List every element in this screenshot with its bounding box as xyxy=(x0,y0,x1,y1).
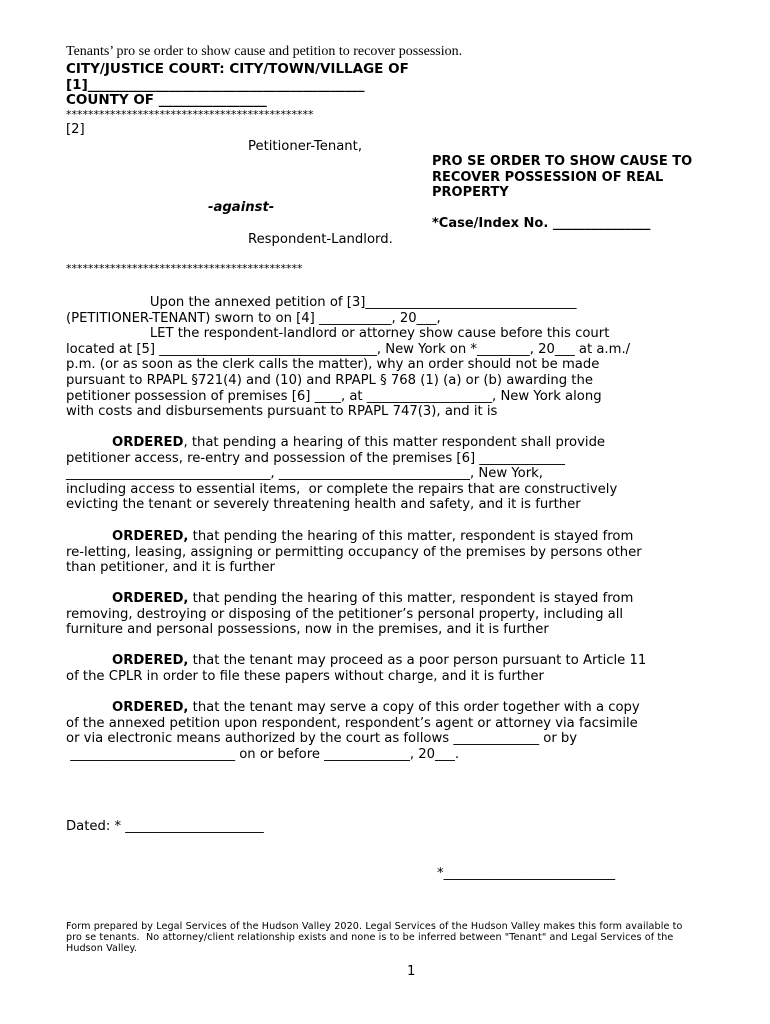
intro-line: Upon the annexed petition of [3]________________________________ xyxy=(66,295,577,310)
ordered-keyword: ORDERED, xyxy=(112,529,189,544)
dated-field: Dated: * _____________________ xyxy=(66,819,264,834)
ordered-keyword: ORDERED, xyxy=(112,700,189,715)
order-line: evicting the tenant or severely threatening health and safety, and it is further xyxy=(66,497,581,513)
order-line: including access to essential items, or complete the repairs that are constructively xyxy=(66,481,618,497)
page-number: 1 xyxy=(407,964,416,979)
order-paragraph xyxy=(66,591,706,638)
case-index-field: *Case/Index No. _______________ xyxy=(432,216,651,231)
respondent-label: Respondent-Landlord. xyxy=(248,232,393,247)
order-line: _________________________ on or before _____________, 20___. xyxy=(66,746,460,762)
order-line: or via electronic means authorized by the court as follows _____________ or by xyxy=(66,731,578,747)
intro-line: LET the respondent-landlord or attorney show cause before this court xyxy=(66,326,610,342)
petitioner-label: Petitioner-Tenant, xyxy=(248,139,363,154)
order-line: of the CPLR in order to file these papers without charge, and it is further xyxy=(66,668,544,684)
order-line: than petitioner, and it is further xyxy=(66,560,275,576)
stars-divider-bottom: ******************************************* xyxy=(66,262,303,275)
order-paragraph xyxy=(66,653,706,684)
court-line: CITY/JUSTICE COURT: CITY/TOWN/VILLAGE OF xyxy=(66,61,409,77)
intro-line: with costs and disbursements pursuant to RPAPL 747(3), and it is xyxy=(66,404,498,420)
ref-2: [2] xyxy=(66,122,85,137)
signature-line: *__________________________ xyxy=(437,866,616,881)
form-title: Tenants’ pro se order to show cause and petition to recover possession. xyxy=(66,44,463,59)
document-title-line: PRO SE ORDER TO SHOW CAUSE TO xyxy=(432,154,693,169)
intro-line: pursuant to RPAPL §721(4) and (10) and RPAPL § 768 (1) (a) or (b) awarding the xyxy=(66,372,593,388)
footer-disclaimer-line: Hudson Valley. xyxy=(66,943,138,954)
order-line: removing, destroying or disposing of the petitioner’s personal property, including all xyxy=(66,606,624,622)
order-paragraph xyxy=(66,700,706,762)
order-text: that the tenant may serve a copy of this order together with a copy xyxy=(188,700,640,715)
order-text: that the tenant may proceed as a poor person pursuant to Article 11 xyxy=(188,653,647,668)
document-title-line: RECOVER POSSESSION OF REAL xyxy=(432,170,664,185)
stars-divider-top: ********************************************* xyxy=(66,108,314,121)
county-line: COUNTY OF ________________ xyxy=(66,92,267,108)
order-line: re-letting, leasing, assigning or permitting occupancy of the premises by persons other xyxy=(66,544,642,560)
intro-line: petitioner possession of premises [6] ____, at ___________________, New York along xyxy=(66,388,602,404)
ordered-keyword: ORDERED, xyxy=(112,591,189,606)
intro-line: p.m. (or as soon as the clerk calls the matter), why an order should not be made xyxy=(66,357,600,373)
order-line: furniture and personal possessions, now in the premises, and it is further xyxy=(66,622,549,638)
ordered-keyword: ORDERED, xyxy=(112,653,189,668)
intro-line: (PETITIONER-TENANT) sworn to on [4] ___________, 20___, xyxy=(66,310,441,326)
court-blank: [1]_________________________________________ xyxy=(66,77,365,93)
order-text: that pending the hearing of this matter, respondent is stayed from xyxy=(188,529,634,544)
intro-line: located at [5] _________________________________, New York on *________, 20___ at a.m./ xyxy=(66,341,631,357)
document-title-line: PROPERTY xyxy=(432,185,509,200)
order-paragraph xyxy=(66,529,706,576)
order-line: _______________________________, _____________________________, New York, xyxy=(66,466,543,482)
order-line: petitioner access, re-entry and possession of the premises [6] _____________ xyxy=(66,450,566,466)
ordered-keyword: ORDERED xyxy=(112,435,184,450)
footer-disclaimer-line: Form prepared by Legal Services of the Hudson Valley 2020. Legal Services of the Hudson Valley makes this form available to xyxy=(66,921,683,932)
order-paragraph xyxy=(66,435,706,513)
order-line: of the annexed petition upon respondent, respondent’s agent or attorney via facsimile xyxy=(66,715,638,731)
intro-paragraph xyxy=(66,295,706,420)
order-text: that pending the hearing of this matter, respondent is stayed from xyxy=(188,591,634,606)
footer-disclaimer-line: pro se tenants. No attorney/client relationship exists and none is to be inferred between "Tenant" and Legal Services of the xyxy=(66,932,674,943)
against-label: -against- xyxy=(208,200,275,215)
order-text: , that pending a hearing of this matter respondent shall provide xyxy=(183,435,606,450)
